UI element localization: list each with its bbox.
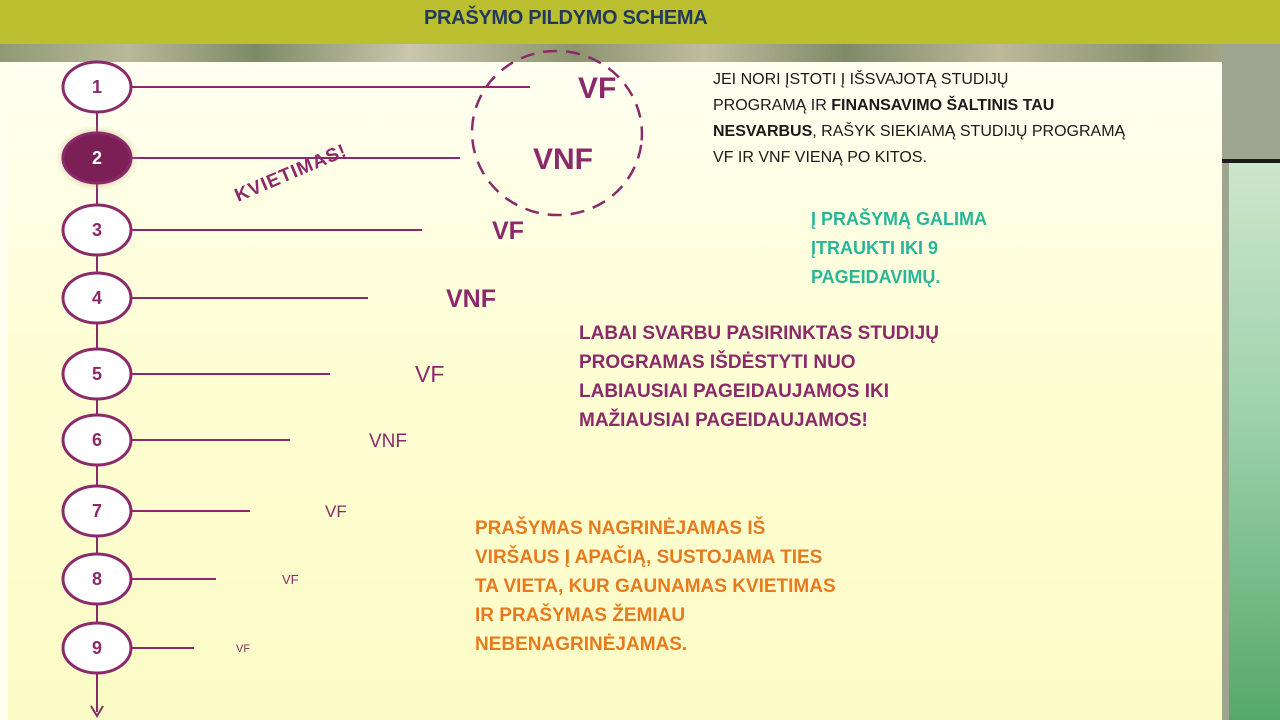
step-9 (63, 623, 250, 673)
order-line-1: LABAI SVARBU PASIRINKTAS STUDIJŲ (579, 323, 939, 344)
order-line-2: PROGRAMAS IŠDĖSTYTI NUO (579, 352, 856, 373)
step-label: VF (325, 502, 347, 521)
step-label: VF (578, 72, 617, 105)
info-line-1-text: JEI NORI ĮSTOTI Į IŠSVAJOTĄ STUDIJŲ (713, 71, 1009, 88)
step-3 (63, 205, 524, 255)
step-number: 7 (91, 501, 103, 521)
info-line-3-bold: NESVARBUS (713, 123, 813, 140)
step-number: 1 (91, 77, 103, 97)
processing-line-1: PRAŠYMAS NAGRINĖJAMAS IŠ (475, 518, 766, 539)
info-line-2-pre: PROGRAMĄ IR (713, 97, 832, 114)
info-block-financing (713, 67, 1229, 171)
processing-line-4: IR PRAŠYMAS ŽEMIAU (475, 605, 686, 626)
limit-line-2: ĮTRAUKTI IKI 9 (811, 238, 939, 258)
step-label: VF (415, 361, 445, 387)
info-line-2-bold: FINANSAVIMO ŠALTINIS TAU (831, 97, 1055, 114)
step-4 (63, 273, 496, 323)
step-number: 8 (91, 569, 103, 589)
info-block-processing (475, 514, 905, 659)
step-6 (63, 415, 407, 465)
step-8 (63, 554, 299, 604)
info-line-3-post: , RAŠYK SIEKIAMĄ STUDIJŲ PROGRAMĄ (812, 123, 1126, 140)
processing-line-5: NEBENAGRINĖJAMAS. (475, 634, 688, 655)
step-number: 9 (91, 638, 103, 658)
step-1 (63, 62, 616, 112)
processing-line-3: TA VIETA, KUR GAUNAMAS KVIETIMAS (475, 576, 836, 597)
order-line-4: MAŽIAUSIAI PAGEIDAUJAMOS! (579, 410, 868, 431)
order-line-3: LABIAUSIAI PAGEIDAUJAMOS IKI (579, 381, 890, 402)
info-line-3 (713, 119, 1229, 145)
step-number: 5 (91, 364, 103, 384)
step-label: VF (492, 217, 524, 245)
invitation-annotation: KVIETIMAS! (231, 140, 351, 207)
step-label: VF (282, 572, 299, 587)
step-label: VNF (446, 285, 496, 313)
step-label: VNF (369, 431, 407, 452)
step-number: 4 (91, 288, 103, 308)
info-line-4: VF IR VNF VIENĄ PO KITOS. (713, 149, 927, 166)
info-block-order (579, 319, 1009, 435)
info-line-2 (713, 93, 1229, 119)
step-label: VF (236, 643, 251, 655)
dashed-group-ellipse (461, 40, 652, 226)
step-number: 6 (91, 430, 103, 450)
step-5 (63, 349, 444, 399)
info-block-limit (811, 205, 1051, 292)
step-number: 3 (91, 220, 103, 240)
limit-line-1: Į PRAŠYMĄ GALIMA (811, 209, 988, 229)
processing-line-2: VIRŠAUS Į APAČIĄ, SUSTOJAMA TIES (475, 547, 823, 568)
info-line-1 (713, 67, 1229, 93)
limit-line-3: PAGEIDAVIMŲ. (811, 267, 941, 287)
step-7 (63, 486, 347, 536)
page-title: PRAŠYMO PILDYMO SCHEMA (424, 7, 708, 29)
step-label: VNF (533, 143, 593, 176)
step-number: 2 (91, 148, 103, 168)
